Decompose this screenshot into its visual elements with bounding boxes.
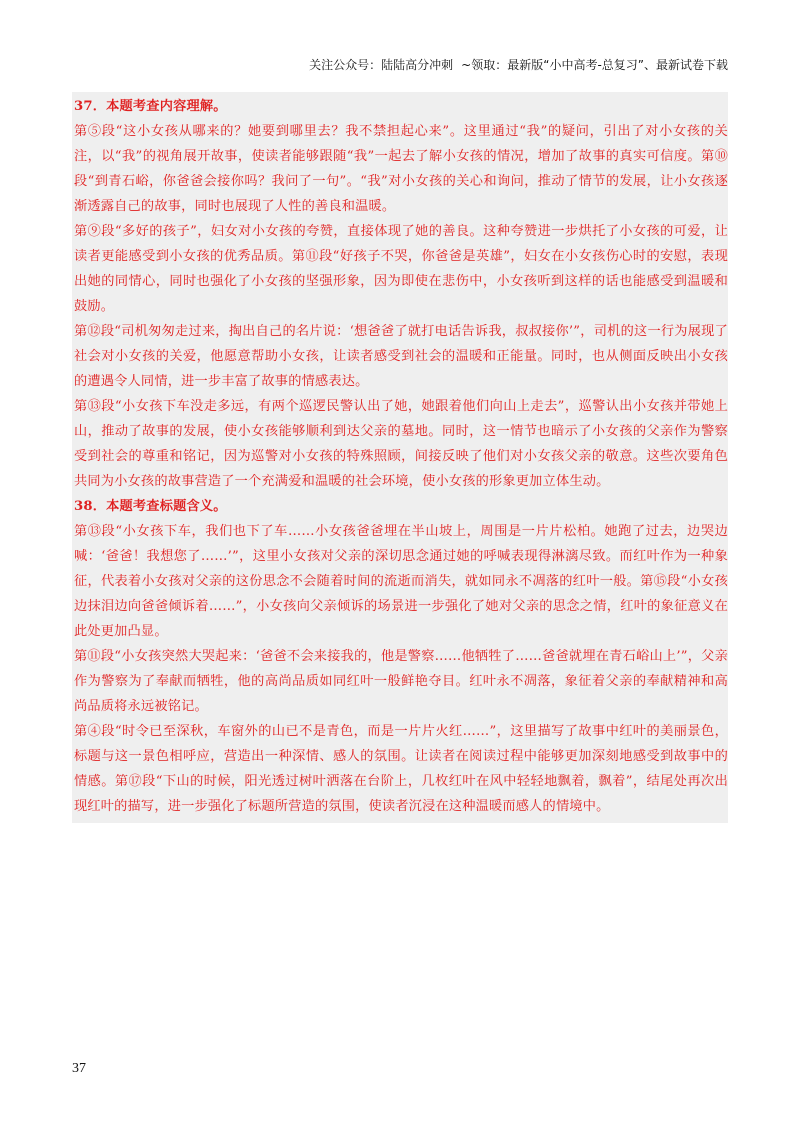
paragraph: 第⑬段“小女孩下车没走多远，有两个巡逻民警认出了她，她跟着他们向山上走去”，巡警认出小女孩并带她上山，推动了故事的发展，使小女孩能够顺利到达父亲的墓地。同时，这一情节也暗示了小女孩的父亲作为警察受到社会的尊重和铭记，因为巡警对小女孩的特殊照顾，间接反映了他们对小女孩父亲的敬意。这些次要角色共同为小女孩的故事营造了一个充满爱和温暖的社会环境，使小女孩的形象更加立体生动。 — [74, 399, 728, 489]
paragraph: 第⑫段“司机匆匆走过来，掏出自己的名片说：‘想爸爸了就打电话告诉我，叔叔接你’”，司机的这一行为展现了社会对小女孩的关爱，他愿意帮助小女孩，让读者感受到社会的温暖和正能量。同时，也从侧面反映出小女孩的遭遇令人同情，进一步丰富了故事的情感表达。 — [74, 324, 728, 389]
paragraph: 第⑤段“这小女孩从哪来的？她要到哪里去？我不禁担起心来”。这里通过“我”的疑问，引出了对小女孩的关注，以“我”的视角展开故事，使读者能够跟随“我”一起去了解小女孩的情况，增加了故事的真实可信度。第⑩段“到青石峪，你爸爸会接你吗？我问了一句”。“我”对小女孩的关心和询问，推动了情节的发展，让小女孩逐渐透露自己的故事，同时也展现了人性的善良和温暖。 — [74, 124, 728, 214]
paragraph: 第⑨段“多好的孩子”，妇女对小女孩的夸赞，直接体现了她的善良。这种夸赞进一步烘托了小女孩的可爱，让读者更能感受到小女孩的优秀品质。第⑪段“好孩子不哭，你爸爸是英雄”，妇女在小女孩伤心时的安慰，表现出她的同情心，同时也强化了小女孩的坚强形象，因为即使在悲伤中，小女孩听到这样的话也能感受到温暖和鼓励。 — [74, 224, 728, 314]
paragraph: 第④段“时令已至深秋，车窗外的山已不是青色，而是一片片火红……”，这里描写了故事中红叶的美丽景色，标题与这一景色相呼应，营造出一种深情、感人的氛围。让读者在阅读过程中能够更加深刻地感受到故事中的情感。第⑰段“下山的时候，阳光透过树叶洒落在台阶上，几枚红叶在风中轻轻地飘着，飘着”，结尾处再次出现红叶的描写，进一步强化了标题所营造的氛围，使读者沉浸在这种温暖而感人的情境中。 — [74, 724, 728, 814]
question-37-heading: 37．本题考查内容理解。 — [74, 99, 227, 114]
page-number: 37 — [72, 1061, 86, 1076]
header-right-text: ~领取：最新版“小中高考-总复习”、最新试卷下载 — [461, 58, 728, 72]
question-38-heading: 38．本题考查标题含义。 — [74, 499, 227, 514]
paragraph: 第⑬段“小女孩下车，我们也下了车……小女孩爸爸埋在半山坡上，周围是一片片松柏。她跑了过去，边哭边喊：‘爸爸！我想您了……’”，这里小女孩对父亲的深切思念通过她的呼喊表现得淋漓尽致。而红叶作为一种象征，代表着小女孩对父亲的这份思念不会随着时间的流逝而消失，就如同永不凋落的红叶一般。第⑮段“小女孩边抹泪边向爸爸倾诉着……”，小女孩向父亲倾诉的场景进一步强化了她对父亲的思念之情，红叶的象征意义在此处更加凸显。 — [74, 524, 728, 639]
paragraph: 第⑪段“小女孩突然大哭起来：‘爸爸不会来接我的，他是警察……他牺牲了……爸爸就埋在青石峪山上’”，父亲作为警察为了奉献而牺牲，他的高尚品质如同红叶一般鲜艳夺目。红叶永不凋落，象征着父亲的奉献精神和高尚品质将永远被铭记。 — [74, 649, 728, 714]
answer-content — [72, 92, 728, 823]
header-left-text: 关注公众号：陆陆高分冲刺 — [309, 58, 454, 72]
page-header — [309, 56, 728, 73]
